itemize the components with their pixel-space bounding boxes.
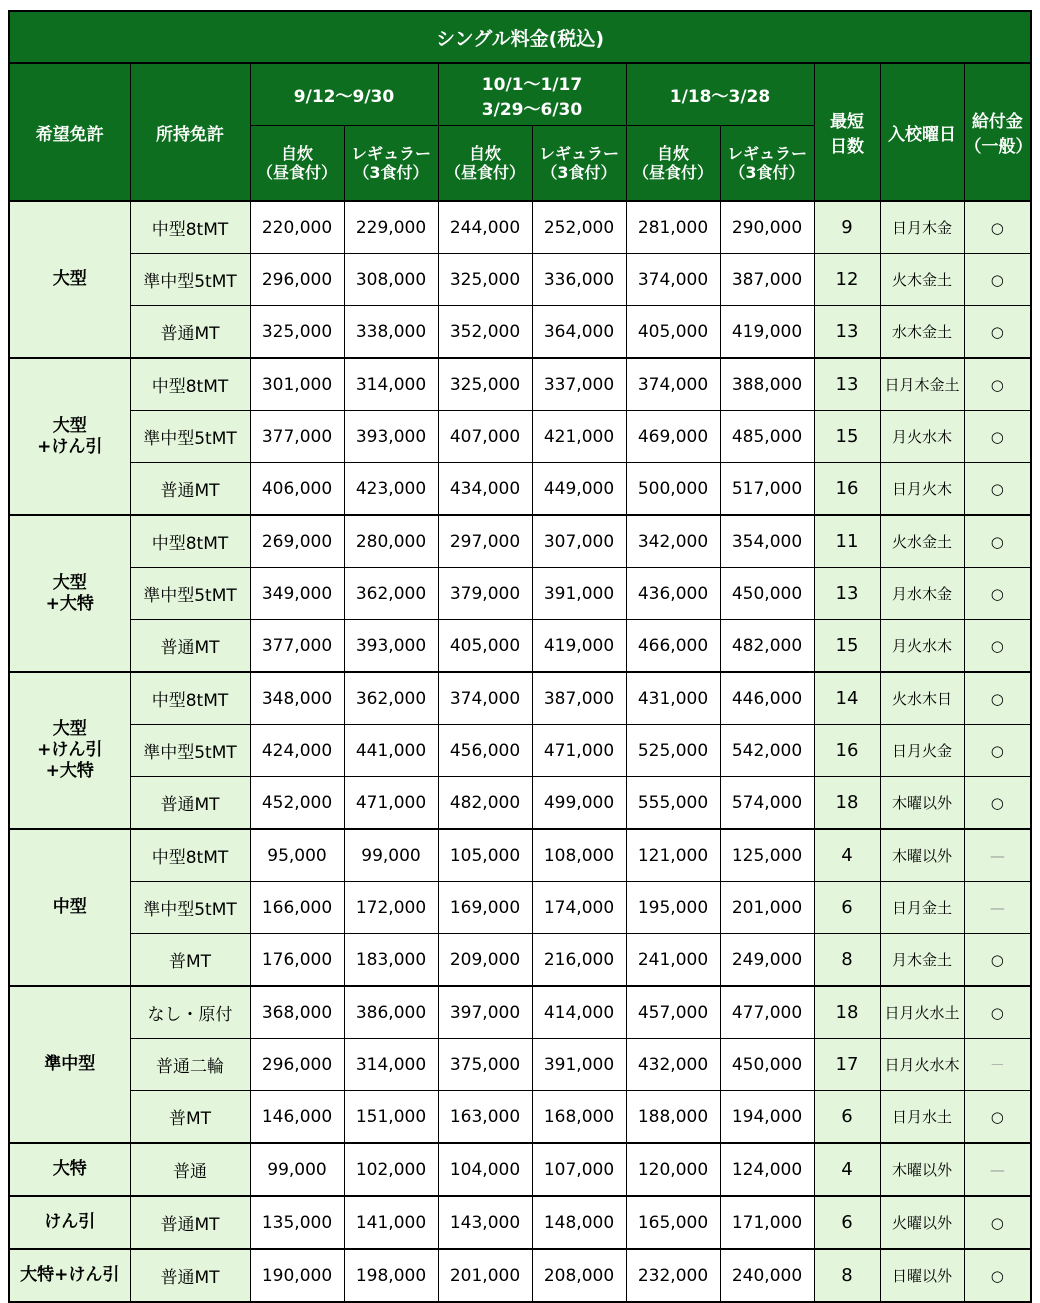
price-cell: 434,000 [438, 463, 532, 516]
header-entry-days: 入校曜日 [880, 63, 964, 201]
entry-days-cell: 火水金土 [880, 515, 964, 568]
price-cell: 146,000 [250, 1091, 344, 1144]
price-cell: 421,000 [532, 411, 626, 463]
desired-license-line: 大型 [52, 415, 87, 436]
held-license-cell: 普通MT [130, 463, 250, 516]
min-days-cell: 6 [814, 1091, 880, 1144]
price-cell: 107,000 [532, 1143, 626, 1196]
header-min-days [814, 63, 880, 201]
price-cell: 388,000 [720, 358, 814, 411]
table-row [9, 986, 1031, 1039]
subsidy-cell: ○ [964, 463, 1031, 516]
table-row [9, 725, 1031, 777]
plan-regular-line: レギュラー [726, 144, 807, 164]
price-cell: 121,000 [626, 829, 720, 882]
subsidy-cell: — [964, 829, 1031, 882]
min-days-cell: 12 [814, 254, 880, 306]
price-cell: 195,000 [626, 882, 720, 934]
table-row [9, 1039, 1031, 1091]
price-cell: 456,000 [438, 725, 532, 777]
min-days-cell: 6 [814, 882, 880, 934]
min-days-cell: 15 [814, 411, 880, 463]
price-cell: 397,000 [438, 986, 532, 1039]
price-cell: 314,000 [344, 358, 438, 411]
price-cell: 176,000 [250, 934, 344, 987]
desired-license-line: +けん引 [37, 740, 103, 760]
plan-self-line: 自炊 [280, 144, 313, 164]
price-cell: 466,000 [626, 620, 720, 673]
table-row [9, 1249, 1031, 1302]
price-cell: 436,000 [626, 568, 720, 620]
price-cell: 354,000 [720, 515, 814, 568]
price-cell: 477,000 [720, 986, 814, 1039]
price-cell: 102,000 [344, 1143, 438, 1196]
price-table [8, 10, 1032, 1303]
period-2-line-2: 3/29～6/30 [481, 99, 583, 120]
header-plan-regular [344, 126, 438, 201]
price-cell: 281,000 [626, 201, 720, 254]
price-cell: 419,000 [532, 620, 626, 673]
min-days-cell: 6 [814, 1196, 880, 1249]
subsidy-cell: ○ [964, 725, 1031, 777]
entry-days-cell: 日月水土 [880, 1091, 964, 1144]
price-cell: 387,000 [532, 672, 626, 725]
desired-license-cell [9, 1196, 130, 1249]
subsidy-cell: ○ [964, 620, 1031, 673]
price-cell: 252,000 [532, 201, 626, 254]
table-row [9, 882, 1031, 934]
price-cell: 232,000 [626, 1249, 720, 1302]
price-cell: 368,000 [250, 986, 344, 1039]
entry-days-cell: 日月火水土 [880, 986, 964, 1039]
entry-days-cell: 日月火金 [880, 725, 964, 777]
price-cell: 174,000 [532, 882, 626, 934]
entry-days-cell: 月水木金 [880, 568, 964, 620]
header-plan-self [250, 126, 344, 201]
held-license-cell: 中型8tMT [130, 201, 250, 254]
price-cell: 574,000 [720, 777, 814, 830]
entry-days-cell: 火水木日 [880, 672, 964, 725]
price-cell: 414,000 [532, 986, 626, 1039]
price-cell: 471,000 [344, 777, 438, 830]
price-cell: 301,000 [250, 358, 344, 411]
entry-days-cell: 日曜以外 [880, 1249, 964, 1302]
price-cell: 364,000 [532, 306, 626, 359]
min-days-cell: 17 [814, 1039, 880, 1091]
price-cell: 141,000 [344, 1196, 438, 1249]
price-cell: 172,000 [344, 882, 438, 934]
plan-regular-line: （3食付） [353, 163, 429, 183]
price-cell: 201,000 [438, 1249, 532, 1302]
price-cell: 452,000 [250, 777, 344, 830]
price-cell: 457,000 [626, 986, 720, 1039]
plan-self-line: （昼食付） [632, 163, 713, 183]
table-row [9, 1196, 1031, 1249]
subsidy-cell: ○ [964, 568, 1031, 620]
entry-days-cell: 日月木金 [880, 201, 964, 254]
price-cell: 337,000 [532, 358, 626, 411]
price-cell: 471,000 [532, 725, 626, 777]
price-cell: 423,000 [344, 463, 438, 516]
table-row [9, 463, 1031, 516]
held-license-cell: 準中型5tMT [130, 882, 250, 934]
table-row [9, 568, 1031, 620]
entry-days-cell: 月火水木 [880, 411, 964, 463]
price-cell: 499,000 [532, 777, 626, 830]
subsidy-cell: ○ [964, 986, 1031, 1039]
held-license-cell: なし・原付 [130, 986, 250, 1039]
header-plan-regular [532, 126, 626, 201]
price-cell: 419,000 [720, 306, 814, 359]
entry-days-cell: 月火水木 [880, 620, 964, 673]
price-cell: 249,000 [720, 934, 814, 987]
held-license-cell: 中型8tMT [130, 829, 250, 882]
price-cell: 374,000 [626, 358, 720, 411]
desired-license-cell [9, 358, 130, 515]
min-days-cell: 11 [814, 515, 880, 568]
desired-license-line: けん引 [44, 1212, 96, 1232]
header-period-2 [438, 63, 626, 126]
held-license-cell: 普MT [130, 1091, 250, 1144]
price-cell: 325,000 [250, 306, 344, 359]
price-cell: 349,000 [250, 568, 344, 620]
min-days-cell: 13 [814, 358, 880, 411]
table-row [9, 777, 1031, 830]
price-cell: 171,000 [720, 1196, 814, 1249]
price-cell: 208,000 [532, 1249, 626, 1302]
held-license-cell: 中型8tMT [130, 672, 250, 725]
table-row [9, 358, 1031, 411]
price-cell: 391,000 [532, 1039, 626, 1091]
price-cell: 135,000 [250, 1196, 344, 1249]
price-cell: 105,000 [438, 829, 532, 882]
subsidy-cell: — [964, 1143, 1031, 1196]
entry-days-cell: 日月金土 [880, 882, 964, 934]
header-plan-self [626, 126, 720, 201]
price-cell: 482,000 [720, 620, 814, 673]
price-cell: 314,000 [344, 1039, 438, 1091]
plan-self-line: 自炊 [468, 144, 501, 164]
held-license-cell: 普通 [130, 1143, 250, 1196]
price-cell: 165,000 [626, 1196, 720, 1249]
price-cell: 386,000 [344, 986, 438, 1039]
price-cell: 229,000 [344, 201, 438, 254]
desired-license-cell [9, 672, 130, 829]
price-cell: 450,000 [720, 568, 814, 620]
price-cell: 120,000 [626, 1143, 720, 1196]
subsidy-cell: — [964, 882, 1031, 934]
plan-regular-line: （3食付） [729, 163, 805, 183]
entry-days-cell: 火木金土 [880, 254, 964, 306]
min-days-cell: 16 [814, 463, 880, 516]
held-license-cell: 準中型5tMT [130, 254, 250, 306]
plan-self-line: （昼食付） [256, 163, 337, 183]
price-cell: 391,000 [532, 568, 626, 620]
min-days-cell: 4 [814, 1143, 880, 1196]
price-cell: 280,000 [344, 515, 438, 568]
price-cell: 163,000 [438, 1091, 532, 1144]
desired-license-cell [9, 1249, 130, 1302]
held-license-cell: 準中型5tMT [130, 411, 250, 463]
price-cell: 405,000 [626, 306, 720, 359]
price-cell: 143,000 [438, 1196, 532, 1249]
desired-license-line: 大特+けん引 [20, 1265, 120, 1285]
min-days-cell: 9 [814, 201, 880, 254]
table-row [9, 672, 1031, 725]
min-days-cell: 4 [814, 829, 880, 882]
desired-license-line: 大特 [52, 1159, 87, 1179]
subsidy-cell: ○ [964, 306, 1031, 359]
min-days-cell: 18 [814, 777, 880, 830]
price-cell: 352,000 [438, 306, 532, 359]
table-row [9, 934, 1031, 987]
price-cell: 525,000 [626, 725, 720, 777]
price-table-container [8, 10, 1033, 1303]
period-1-line-1: 9/12～9/30 [293, 87, 395, 108]
min-days-cell: 16 [814, 725, 880, 777]
price-cell: 424,000 [250, 725, 344, 777]
price-cell: 104,000 [438, 1143, 532, 1196]
subsidy-cell: ○ [964, 672, 1031, 725]
subsidy-cell: ○ [964, 934, 1031, 987]
price-cell: 375,000 [438, 1039, 532, 1091]
entry-days-cell: 木曜以外 [880, 829, 964, 882]
plan-regular-line: （3食付） [541, 163, 617, 183]
held-license-cell: 普通二輪 [130, 1039, 250, 1091]
header-plan-self [438, 126, 532, 201]
held-license-cell: 普通MT [130, 306, 250, 359]
min-days-cell: 14 [814, 672, 880, 725]
price-cell: 379,000 [438, 568, 532, 620]
min-days-line-2: 日数 [830, 137, 864, 157]
subsidy-cell: ○ [964, 201, 1031, 254]
held-license-cell: 普通MT [130, 620, 250, 673]
price-cell: 407,000 [438, 411, 532, 463]
header-desired-license: 希望免許 [9, 63, 130, 201]
desired-license-line: 中型 [52, 897, 87, 917]
price-cell: 374,000 [438, 672, 532, 725]
entry-days-cell: 月木金土 [880, 934, 964, 987]
price-cell: 308,000 [344, 254, 438, 306]
price-cell: 431,000 [626, 672, 720, 725]
price-cell: 336,000 [532, 254, 626, 306]
price-cell: 517,000 [720, 463, 814, 516]
price-cell: 500,000 [626, 463, 720, 516]
min-days-cell: 13 [814, 306, 880, 359]
price-cell: 377,000 [250, 411, 344, 463]
price-cell: 183,000 [344, 934, 438, 987]
subsidy-line-1: 給付金 [971, 112, 1023, 132]
subsidy-cell: ○ [964, 777, 1031, 830]
price-cell: 124,000 [720, 1143, 814, 1196]
desired-license-line: +大特 [45, 761, 94, 781]
desired-license-cell [9, 1143, 130, 1196]
price-cell: 377,000 [250, 620, 344, 673]
price-cell: 325,000 [438, 358, 532, 411]
price-cell: 432,000 [626, 1039, 720, 1091]
price-cell: 393,000 [344, 620, 438, 673]
subsidy-line-2: （一般） [964, 137, 1033, 157]
desired-license-line: 準中型 [44, 1054, 96, 1074]
price-cell: 169,000 [438, 882, 532, 934]
desired-license-line: +大特 [45, 593, 94, 614]
price-cell: 168,000 [532, 1091, 626, 1144]
price-cell: 148,000 [532, 1196, 626, 1249]
price-cell: 362,000 [344, 568, 438, 620]
price-cell: 449,000 [532, 463, 626, 516]
price-cell: 374,000 [626, 254, 720, 306]
desired-license-cell [9, 829, 130, 986]
plan-regular-line: レギュラー [350, 144, 431, 164]
desired-license-cell [9, 515, 130, 672]
min-days-cell: 15 [814, 620, 880, 673]
price-cell: 325,000 [438, 254, 532, 306]
price-cell: 216,000 [532, 934, 626, 987]
entry-days-cell: 日月木金土 [880, 358, 964, 411]
min-days-line-1: 最短 [830, 112, 864, 132]
price-cell: 338,000 [344, 306, 438, 359]
price-cell: 296,000 [250, 254, 344, 306]
plan-self-line: 自炊 [656, 144, 689, 164]
price-cell: 125,000 [720, 829, 814, 882]
subsidy-cell: ○ [964, 1091, 1031, 1144]
header-subsidy [964, 63, 1031, 201]
price-cell: 485,000 [720, 411, 814, 463]
subsidy-cell: ○ [964, 1196, 1031, 1249]
entry-days-cell: 日月火水木 [880, 1039, 964, 1091]
price-cell: 99,000 [344, 829, 438, 882]
plan-self-line: （昼食付） [444, 163, 525, 183]
price-cell: 166,000 [250, 882, 344, 934]
min-days-cell: 8 [814, 934, 880, 987]
period-3-line-1: 1/18～3/28 [669, 87, 771, 108]
subsidy-cell: ○ [964, 515, 1031, 568]
price-cell: 209,000 [438, 934, 532, 987]
min-days-cell: 13 [814, 568, 880, 620]
table-row [9, 306, 1031, 359]
price-cell: 441,000 [344, 725, 438, 777]
held-license-cell: 中型8tMT [130, 515, 250, 568]
held-license-cell: 中型8tMT [130, 358, 250, 411]
price-cell: 542,000 [720, 725, 814, 777]
entry-days-cell: 火曜以外 [880, 1196, 964, 1249]
held-license-cell: 準中型5tMT [130, 725, 250, 777]
held-license-cell: 普通MT [130, 1196, 250, 1249]
price-cell: 269,000 [250, 515, 344, 568]
price-cell: 241,000 [626, 934, 720, 987]
price-cell: 450,000 [720, 1039, 814, 1091]
price-cell: 482,000 [438, 777, 532, 830]
period-2-line-1: 10/1～1/17 [481, 74, 583, 95]
price-cell: 244,000 [438, 201, 532, 254]
entry-days-cell: 日月火木 [880, 463, 964, 516]
min-days-cell: 8 [814, 1249, 880, 1302]
table-row [9, 620, 1031, 673]
price-cell: 95,000 [250, 829, 344, 882]
held-license-cell: 普通MT [130, 1249, 250, 1302]
header-period-1 [250, 63, 438, 126]
table-row [9, 829, 1031, 882]
price-cell: 151,000 [344, 1091, 438, 1144]
subsidy-cell: ○ [964, 358, 1031, 411]
subsidy-cell: ○ [964, 1249, 1031, 1302]
price-cell: 393,000 [344, 411, 438, 463]
table-row [9, 201, 1031, 254]
table-title: シングル料金(税込) [9, 11, 1031, 63]
desired-license-line: 大型 [52, 719, 87, 739]
price-cell: 108,000 [532, 829, 626, 882]
desired-license-line: +けん引 [37, 436, 103, 457]
table-row [9, 254, 1031, 306]
price-cell: 406,000 [250, 463, 344, 516]
price-cell: 307,000 [532, 515, 626, 568]
header-period-3 [626, 63, 814, 126]
price-cell: 296,000 [250, 1039, 344, 1091]
table-row [9, 1091, 1031, 1144]
price-cell: 405,000 [438, 620, 532, 673]
held-license-cell: 普MT [130, 934, 250, 987]
price-cell: 342,000 [626, 515, 720, 568]
desired-license-line: 大型 [52, 269, 87, 289]
desired-license-cell [9, 986, 130, 1143]
price-cell: 198,000 [344, 1249, 438, 1302]
plan-regular-line: レギュラー [538, 144, 619, 164]
desired-license-cell [9, 201, 130, 358]
price-cell: 220,000 [250, 201, 344, 254]
price-cell: 201,000 [720, 882, 814, 934]
price-cell: 194,000 [720, 1091, 814, 1144]
price-cell: 555,000 [626, 777, 720, 830]
price-cell: 297,000 [438, 515, 532, 568]
held-license-cell: 準中型5tMT [130, 568, 250, 620]
subsidy-cell: ○ [964, 254, 1031, 306]
price-cell: 290,000 [720, 201, 814, 254]
price-cell: 190,000 [250, 1249, 344, 1302]
desired-license-line: 大型 [52, 572, 87, 593]
held-license-cell: 普通MT [130, 777, 250, 830]
table-row [9, 515, 1031, 568]
price-cell: 469,000 [626, 411, 720, 463]
price-cell: 446,000 [720, 672, 814, 725]
price-cell: 188,000 [626, 1091, 720, 1144]
price-cell: 240,000 [720, 1249, 814, 1302]
entry-days-cell: 水木金土 [880, 306, 964, 359]
price-cell: 387,000 [720, 254, 814, 306]
table-row [9, 1143, 1031, 1196]
header-plan-regular [720, 126, 814, 201]
subsidy-cell: － [964, 1039, 1031, 1091]
entry-days-cell: 木曜以外 [880, 1143, 964, 1196]
table-row [9, 411, 1031, 463]
price-cell: 99,000 [250, 1143, 344, 1196]
entry-days-cell: 木曜以外 [880, 777, 964, 830]
min-days-cell: 18 [814, 986, 880, 1039]
subsidy-cell: ○ [964, 411, 1031, 463]
price-cell: 362,000 [344, 672, 438, 725]
header-held-license: 所持免許 [130, 63, 250, 201]
price-cell: 348,000 [250, 672, 344, 725]
